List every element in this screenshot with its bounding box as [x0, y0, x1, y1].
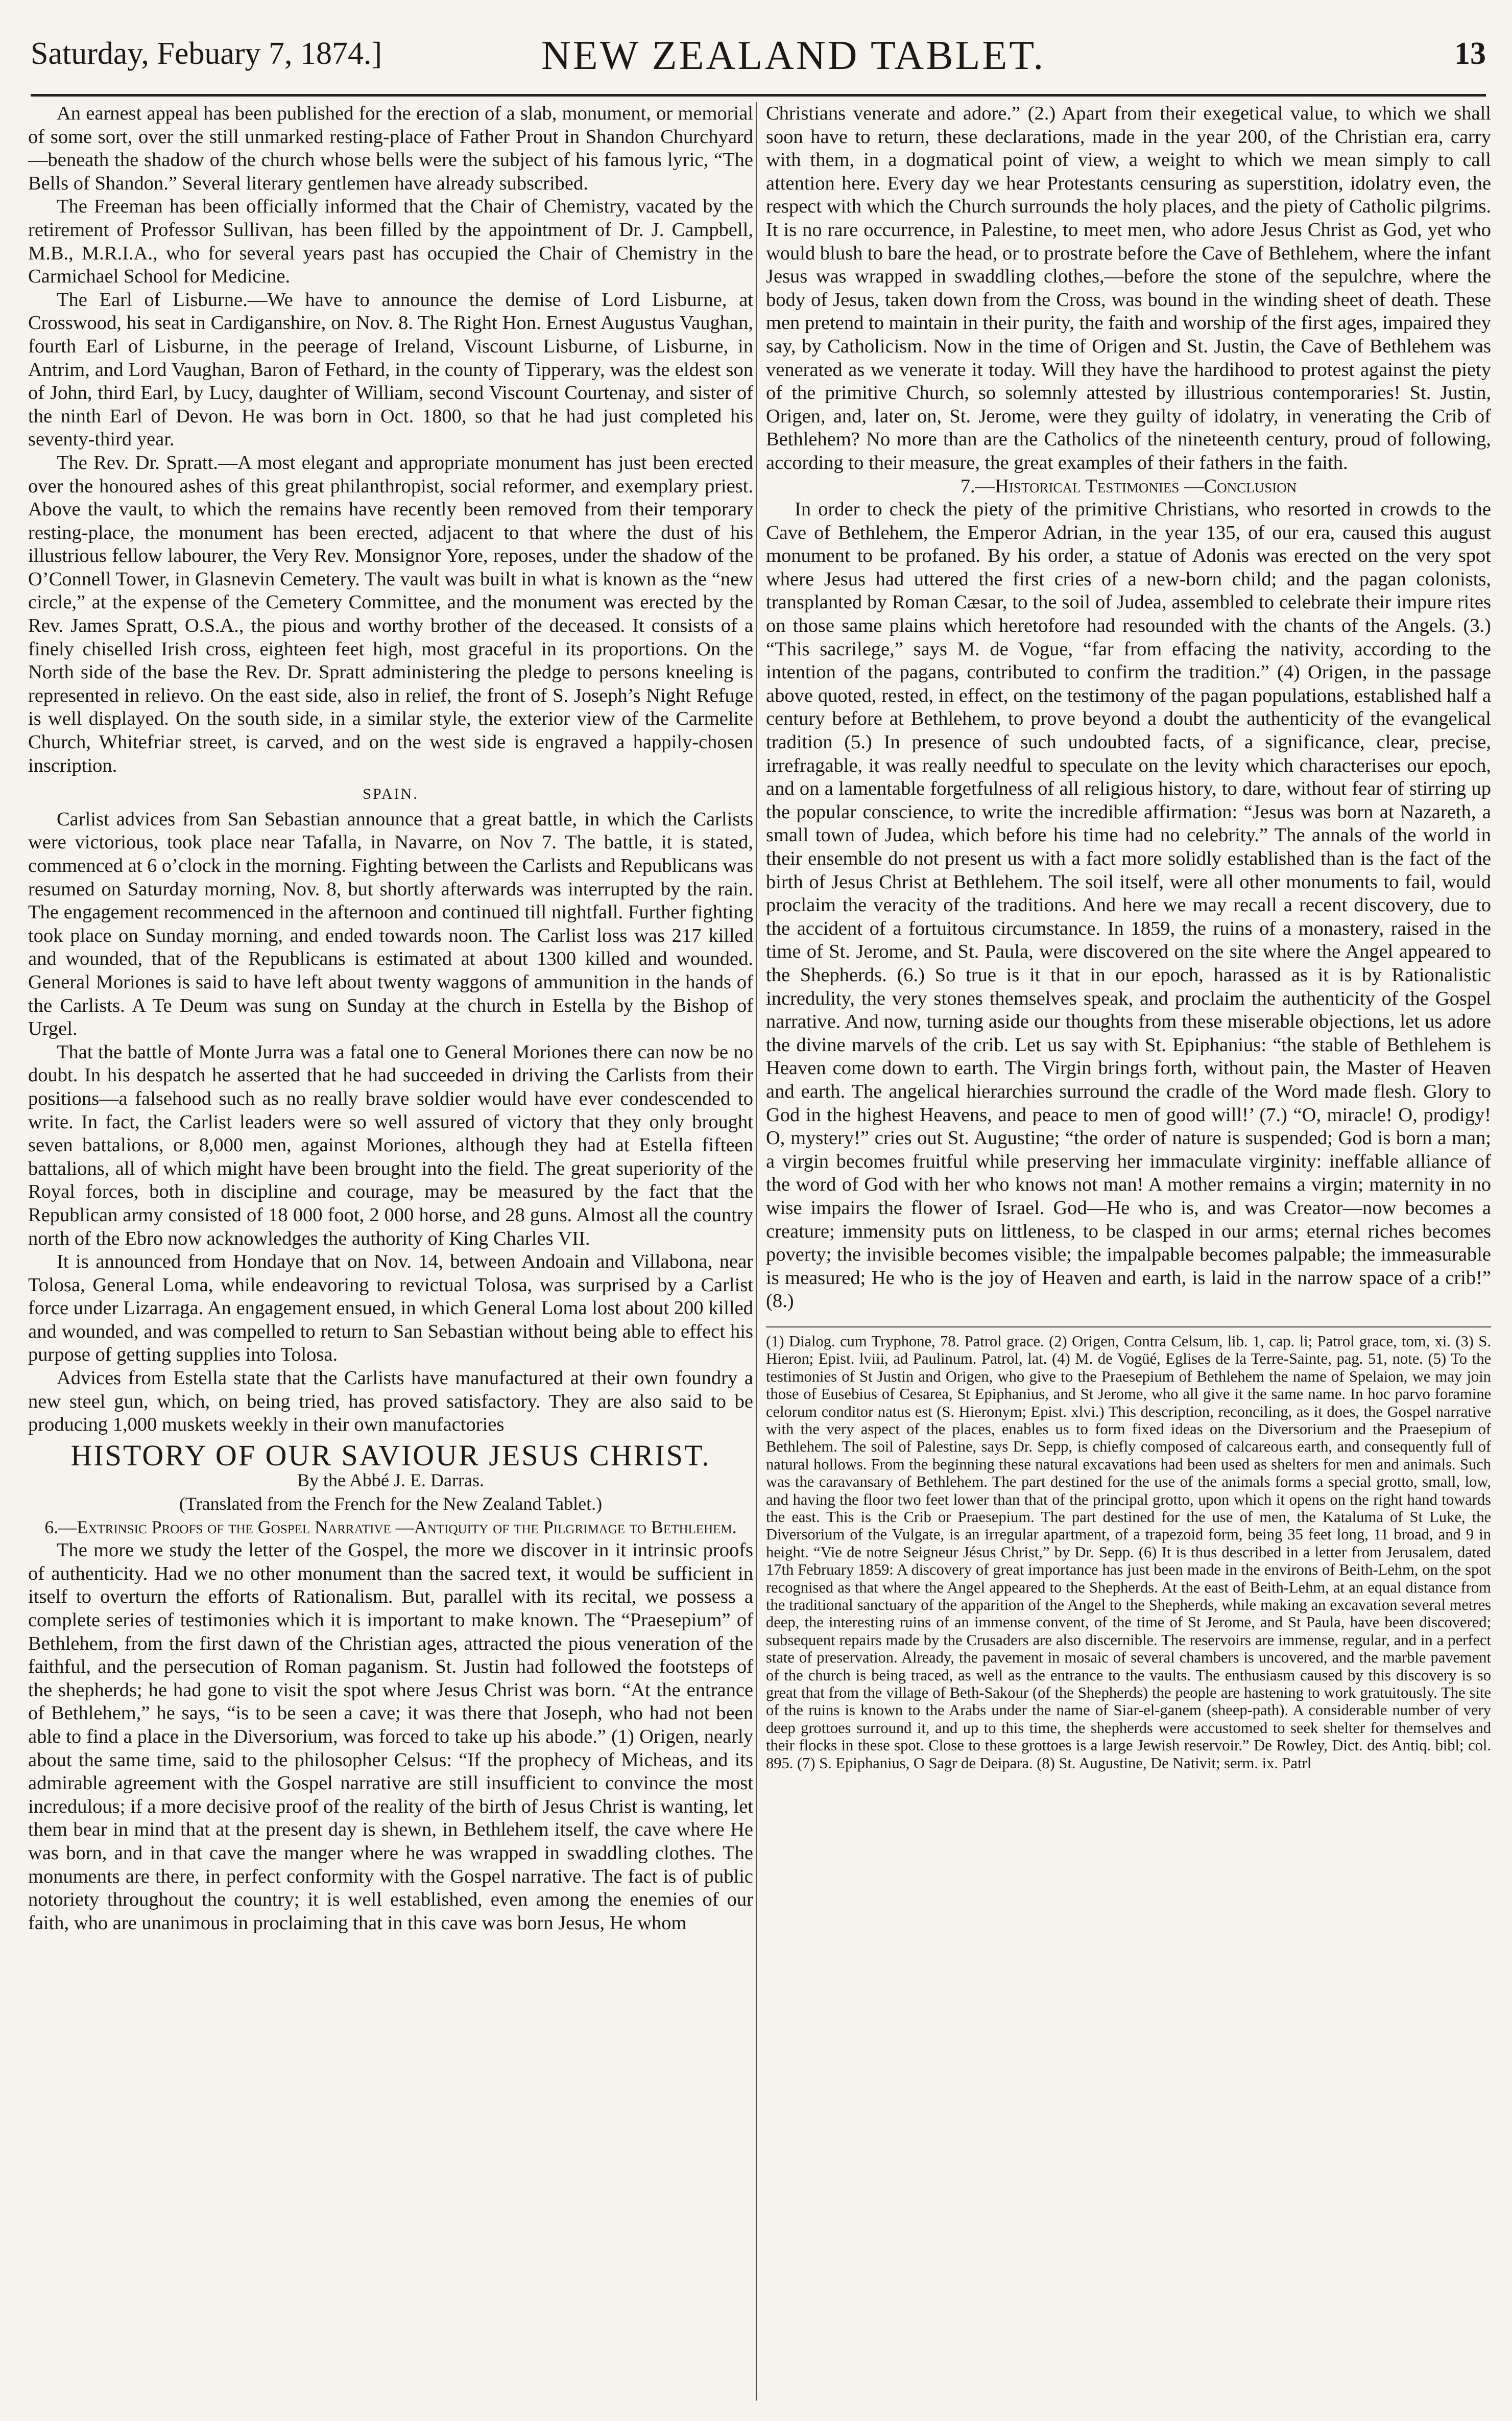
christians-venerate-paragraph: Christians venerate and adore.” (2.) Apart from their exegetical value, to which we shall soon have to return, these declarations, made in the year 200, of the Christian era, carry with them, in a dogmatical point of view, a weight to which we mean simply to call attention here. Every day we hear Protestants censuring as superstition, idolatry even, the respect with which the Church surrounds the holy places, and the piety of Catholic pilgrims. It is no rare occurrence, in Palestine, to meet men, who adore Jesus Christ as God, yet who would blush to bare the head, or to prostrate before the Cave of Bethlehem, where the infant Jesus was wrapped in swaddling clothes,—before the stone of the sepulchre, where the body of Jesus, taken down from the Cross, was bound in the winding sheet of death. These men pretend to maintain in their purity, the faith and worship of the first ages, impaired they say, by Catholicism. Now in the time of Origen and St. Justin, the Cave of Bethlehem was venerated as we venerate it today. Will they have the hardihood to protest against the piety of the primitive Church, so solemnly attested by illustrious contemporaries! St. Justin, Origen, and, later on, St. Jerome, were they guilty of idolatry, in venerating the Crib of Bethlehem? No more than are the Catholics of the nineteenth century, proud of following, according to their measure, the great examples of their fathers in the faith. — [766, 103, 1491, 473]
father-prout-paragraph: An earnest appeal has been published for the erection of a slab, monument, or memorial of some sort, over the still unmarked resting-place of Father Prout in Shandon Churchyard—beneath the shadow of the church whose bells were the subject of his famous lyric, “The Bells of Shandon.” Several literary gentlemen have already subscribed. — [28, 103, 753, 194]
masthead — [31, 31, 1486, 92]
emperor-adrian-paragraph: In order to check the piety of the primitive Christians, who resorted in crowds to the Cave of Bethlehem, the Emperor Adrian, in the year 135, of our era, caused this august monument to be profaned. By his order, a statue of Adonis was erected on the very spot where Jesus had uttered the first cries of a new-born child; and the pagan colonists, transplanted by Roman Cæsar, to the soil of Judea, assembled to celebrate their impure rites on those same plains which heretofore had resounded with the chants of the Angels. (3.) “This sacrilege,” says M. de Vogue, “far from effacing the nativity, according to the intention of the pagans, contributed to confirm the tradition.” (4) Origen, in the passage above quoted, rested, in effect, on the testimony of the pagan populations, established half a century before at Bethlehem, to prove beyond a doubt the authenticity of the evangelical tradition (5.) In presence of such undoubted facts, of a significance, clear, precise, irrefragable, it was really needful to speculate on the levity which characterises our epoch, and on a lamentable forgetfulness of all religious history, to dare, without fear of stirring up the popular conscience, to write the incredible affirmation: “Jesus was born at Nazareth, a small town of Judea, which before his time had no celebrity.” The annals of the world in their ensemble do not present us with a fact more solidly established than is the fact of the birth of Jesus Christ at Bethlehem. The soil itself, were all other monuments to fail, would proclaim the veracity of the traditions. And here we may recall a recent discovery, due to the accident of a fortuitous circumstance. In 1859, the ruins of a monastery, raised in the time of St. Jerome, and St. Paula, were discovered on the site where the Angel appeared to the Shepherds. (6.) So true is it that in our epoch, harassed as it is by Rationalistic incredulity, the very stones themselves speak, and proclaim the authenticity of the Gospel narrative. And now, turning aside our thoughts from these miserable objections, let us adore the divine marvels of the crib. Let us say with St. Epiphanius: “the stable of Bethlehem is Heaven come down to earth. The Virgin brings forth, without pain, the Master of Heaven and earth. The angelical hierarchies surround the cradle of the Word made flesh. Glory to God in the highest Heavens, and peace to men of good will!’ (7.) “O, miracle! O, prodigy! O, mystery!” cries out St. Augustine; “the order of nature is suspended; God is born a man; a virgin becomes fruitful while preserving her immaculate virginity: ineffable alliance of the word of God with her who knows not man! A mother remains a virgin; maternity in no wise impairs the flower of Israel. God—He who is, and was Creator—now becomes a creature; immensity puts on littleness, to be clasped in our arms; eternal riches becomes poverty; the invisible becomes visible; the impalpable becomes palpable; the immeasurable is measured; He who is the joy of Heaven and earth, is laid in the narrow space of a crib!” (8.) — [766, 499, 1491, 1312]
masthead-rule — [31, 94, 1486, 97]
right-column — [766, 102, 1491, 2401]
steel-gun-paragraph: Advices from Estella state that the Carlists have manufactured at their own foundry a new steel gun, which, on being tried, has proved satisfactory. They are also said to be producing 1,000 muskets weekly in their own manufactories — [28, 1367, 753, 1436]
article-translation-note: (Translated from the French for the New Zealand Tablet.) — [179, 1493, 603, 1514]
issue-date: Saturday, Febuary 7, 1874.] — [31, 36, 382, 71]
column-divider — [756, 102, 757, 2401]
carlist-battle-paragraph: Carlist advices from San Sebastian announce that a great battle, in which the Carlists were victorious, took place near Tafalla, in Navarre, on Nov 7. The battle, it is stated, commenced at 6 o’clock in the morning. Fighting between the Carlists and Republicans was resumed on Saturday morning, Nov. 8, but shortly afterwards was interrupted by the rain. The engagement recommenced in the afternoon and continued till nightfall. Further fighting took place on Sunday morning, and ended towards noon. The Carlist loss was 217 killed and wounded, that of the Republicans is estimated at about 1300 killed and wounded. General Moriones is said to have left about twenty waggons of ammunition in the hands of the Carlists. A Te Deum was sung on Sunday at the church in Estella by the Bishop of Urgel. — [28, 808, 753, 1040]
article-byline: By the Abbé J. E. Darras. — [297, 1470, 484, 1491]
earl-lisburne-paragraph: The Earl of Lisburne.—We have to announce the demise of Lord Lisburne, at Crosswood, his seat in Cardiganshire, on Nov. 8. The Right Hon. Ernest Augustus Vaughan, fourth Earl of Lisburne, in the peerage of Ireland, Viscount Lisburne, of Lisburne, in Antrim, and Lord Vaughan, Baron of Fethard, in the county of Tipperary, was the eldest son of John, third Earl, by Lucy, daughter of William, second Viscount Courtenay, and sister of the ninth Earl of Devon. He was born in Oct. 1800, so that he had just completed his seventy-third year. — [28, 289, 753, 450]
dr-spratt-paragraph: The Rev. Dr. Spratt.—A most elegant and appropriate monument has just been erected over the honoured ashes of this great philanthropist, social reformer, and exemplary priest. Above the vault, to which the remains have recently been removed from their temporary resting-place, the monument has been erected, adjacent to that where the dust of his illustrious fellow labourer, the Very Rev. Monsignor Yore, reposes, under the shadow of the O’Connell Tower, in Glasnevin Cemetery. The vault was built in what is known as the “new circle,” at the expense of the Cemetery Committee, and the monument was erected by the Rev. James Spratt, O.S.A., the pious and worthy brother of the deceased. It consists of a finely chiselled Irish cross, eighteen feet high, most graceful in its proportions. On the North side of the base the Rev. Dr. Spratt administering the pledge to persons kneeling is represented in relievo. On the east side, also in relief, the front of S. Joseph’s Night Refuge is well displayed. On the south side, in a similar style, the exterior view of the Carmelite Church, Whitefriar street, is carved, and on the west side is engraved a happily-chosen inscription. — [28, 452, 753, 776]
chemistry-chair-paragraph: The Freeman has been officially informed that the Chair of Chemistry, vacated by the retirement of Professor Sullivan, has been filled by the appointment of Dr. J. Campbell, M.B., M.R.I.A., who for several years past has occupied the Chair of Chemistry in the Carmichael School for Medicine. — [28, 196, 753, 288]
monte-jurra-paragraph: That the battle of Monte Jurra was a fatal one to General Moriones there can now be no doubt. In his despatch he asserted that he had succeeded in driving the Carlists from their positions—a falsehood such as no really brave soldier would have ever condescended to write. In fact, the Carlist leaders were so well assured of victory that they only brought seven battalions, or 8,000 men, against Moriones, although they had at Estella fifteen battalions, all of which might have been brought into the field. The great superiority of the Royal forces, both in discipline and courage, may be measured by the fact that the Republican army consisted of 18 000 foot, 2 000 horse, and 28 guns. Almost all the country north of the Ebro now acknowledges the authority of King Charles VII. — [28, 1041, 753, 1249]
historical-testimonies-heading: 7.—Historical Testimonies —Conclusion — [960, 475, 1297, 497]
general-loma-paragraph: It is announced from Hondaye that on Nov. 14, between Andoain and Villabona, near Tolosa, General Loma, while endeavoring to revictual Tolosa, was surprised by a Carlist force under Lizarraga. An engagement ensued, in which General Loma lost about 200 killed and wounded, and was compelled to return to San Sebastian without being able to effect his purpose of getting supplies into Tolosa. — [28, 1251, 753, 1366]
footnotes — [766, 1326, 1491, 1772]
article-section-heading: 6.—Extrinsic Proofs of the Gospel Narrative —Antiquity of the Pilgrimage to Bethlehem. — [44, 1516, 737, 1537]
gospel-proofs-paragraph: The more we study the letter of the Gospel, the more we discover in it intrinsic proofs of authenticity. Had we no other monument than the sacred text, it would be sufficient in itself to overturn the efforts of Rationalism. But, parallel with its recital, we possess a complete series of testimonies which it is important to make known. The “Praesepium” of Bethlehem, from the first dawn of the Christian ages, attracted the pious veneration of the faithful, and the persecution of Roman paganism. St. Justin had followed the footsteps of the shepherds; he had gone to visit the spot where Jesus Christ was born. “At the entrance of Bethlehem,” he says, “is to be seen a cave; it was there that Joseph, who had not been able to find a place in the Diversorium, was forced to take up his abode.” (1) Origen, nearly about the same time, said to the philosopher Celsus: “If the prophecy of Micheas, and its admirable agreement with the Gospel narrative are still insufficient to convince the most incredulous; if a more decisive proof of the reality of the birth of Jesus Christ is wanting, let them bear in mind that at the present day is shewn, in Bethlehem itself, the cave where He was born, and in that cave the manger where he was wrapped in swaddling clothes. The monuments are there, in perfect conformity with the Gospel narrative. The fact is of public notoriety throughout the country; it is well established, even among the enemies of our faith, who are unanimous in proclaiming that in this cave was born Jesus, He whom — [28, 1539, 753, 1934]
page-number: 13 — [1454, 36, 1486, 71]
spain-heading: SPAIN. — [363, 786, 419, 803]
newspaper-title: NEW ZEALAND TABLET. — [541, 33, 1046, 78]
left-column — [28, 102, 753, 2401]
article-title: HISTORY OF OUR SAVIOUR JESUS CHRIST. — [70, 1438, 711, 1472]
footnotes-text: (1) Dialog. cum Tryphone, 78. Patrol grace. (2) Origen, Contra Celsum, lib. 1, cap. li; Patrol grace, tom, xi. (3) S. Hieron; Epist. lviii, ad Paulinum. Patrol, lat. (4) M. de Vogüé, Eglises de la Terre-Sainte, pag. 51, note. (5) To the testimonies of St Justin and Origen, who give to the Praesepium of Bethlehem the name of Spelaion, we may join those of Eusebius of Cesarea, St Epiphanius, and St Jerome, who all give it the same name. In hoc parvo foramine celorum conditor natus est (S. Hieronym; Epist. xlvi.) This description, reconciling, as it does, the Gospel narrative with the very aspect of the places, enables us to form fixed ideas on the Diversorium and the Praesepium of Bethlehem. The soil of Palestine, says Dr. Sepp, is chiefly composed of calcareous earth, and consequently full of natural hollows. From the beginning these natural excavations had been used as shelters for men and animals. Such was the caravansary of Bethlehem. The part destined for the use of the animals forms a special grotto, small, low, and having the floor two feet lower than that of the principal grotto, upon which it opens on the right hand towards the east. This is the Crib or Praesepium. The part destined for the use of men, the Kataluma of St Luke, the Diversorium of the Vulgate, is an irregular apartment, of a trapezoid form, being 35 feet long, 11 broad, and 9 in height. “Vie de notre Seigneur Jésus Christ,” by Dr. Sepp. (6) It is thus described in a letter from Jerusalem, dated 17th February 1859: A discovery of great importance has just been made in the environs of Beith-Lehm, on the spot recognised as that where the Angel appeared to the Shepherds. At the east of Beith-Lehm, at an equal distance from the traditional sanctuary of the apparition of the Angel to the Shepherds, while making an excavation several metres deep, the interesting ruins of an immense convent, of the time of St Jerome, and St Paula, have been discovered; subsequent repairs made by the Crusaders are also discernible. The reservoirs are immense, regular, and in a perfect state of preservation. Already, the pavement in mosaic of several chambers is uncovered, and the marble pavement of the church is being traced, as well as the entrance to the vaults. The enthusiasm caused by this discovery is so great that from the village of Beth-Sakour (of the Shepherds) the people are hastening to work gratuitously. The site of the ruins is known to the Arabs under the name of Siar-el-ganem (sheep-path). A considerable number of very deep grottoes surround it, and up to this time, the shepherds were accustomed to seek shelter for themselves and their flocks in these spot. Close to these grottoes is a large Jewish reservoir.” De Rowley, Dict. des Antiq. bibl; col. 895. (7) S. Epiphanius, O Sagr de Deipara. (8) St. Augustine, De Nativit; serm. ix. Patrl — [766, 1332, 1491, 1772]
